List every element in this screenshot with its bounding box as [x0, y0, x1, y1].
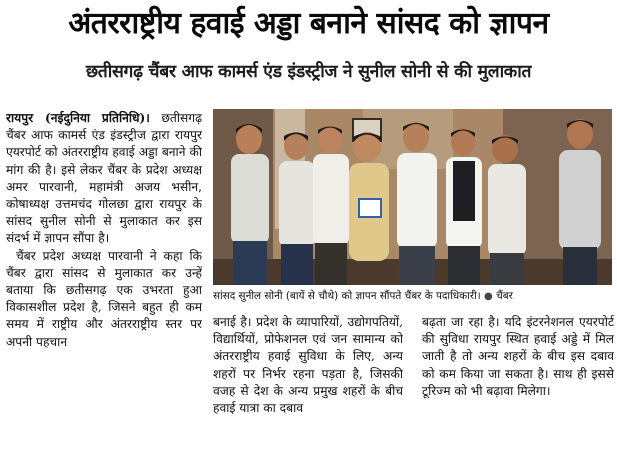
body-paragraph-2: चैंबर प्रदेश अध्यक्ष पारवानी ने कहा कि चैंबर द्वारा सांसद से मुलाकात कर उन्हें बताया कि छतीसगढ़ एक उभरता हुआ विकासशील प्रदेश है, जिसने बहुत ही कम समय में राष्ट्रीय और अंतरराष्ट्रीय स्तर पर अपनी पहचान — [6, 248, 202, 349]
headline: अंतरराष्ट्रीय हवाई अड्डा बनाने सांसद को ज्ञापन — [68, 6, 549, 41]
dateline: रायपुर (नईदुनिया प्रतिनिधि)। — [6, 111, 150, 125]
body-paragraph-4: बढ़ता जा रहा है। यदि इंटरनेशनल एयरपोर्ट की सुविधा रायपुर स्थित हवाई अड्डे में मिल जाती है तो अन्य शहरों के बीच इस दबाव को कम किया जा सकता है। साथ ही इससे टूरिज्म को भी बढ़ावा मिलेगा। — [422, 315, 614, 398]
subheadline: छतीसगढ़ चैंबर आफ कामर्स एंड इंडस्ट्रीज ने सुनील सोनी से की मुलाकात — [85, 62, 532, 82]
body-paragraph-1: छतीसगढ़ चैंबर आफ कामर्स एंड इंडस्ट्रीज द्वारा रायपुर एयरपोर्ट को अंतरराष्ट्रीय हवाई अड्डा बनाने की मांग की है। इसे लेकर चैंबर के प्रदेश अध्यक्ष अमर पारवानी, महामंत्री अजय भसीन, कोषाध्यक्ष उत्तमचंद गोलछा द्वारा रायपुर के सांसद सुनील सोनी से मुलाकात कर इस संदर्भ में ज्ञापन सौंपा है। — [6, 111, 202, 246]
body-paragraph-3: बनाई है। प्रदेश के व्यापारियों, उद्योगपतियों, विद्यार्थियों, प्रोफेशनल एवं जन सामान्य को अंतरराष्ट्रीय हवाई सुविधा के लिए, अन्य शहरों पर निर्भर रहना पड़ता है, जिसकी वजह से देश के अन्य प्रमुख शहरों के बीच हवाई यात्रा का दबाव — [213, 315, 403, 416]
news-photo — [213, 109, 612, 285]
credit-bullet-icon: ● — [484, 291, 493, 302]
photo-caption — [213, 287, 612, 306]
article-column-1 — [6, 110, 202, 460]
article-column-3 — [422, 314, 614, 460]
caption-text: सांसद सुनील सोनी (बायें से चौथे) को ज्ञापन सौंपते चैंबर के पदाधिकारी। — [213, 290, 481, 302]
article-column-2 — [213, 314, 403, 460]
group-photo-icon — [213, 109, 612, 285]
photo-credit: चैंबर — [496, 290, 513, 302]
